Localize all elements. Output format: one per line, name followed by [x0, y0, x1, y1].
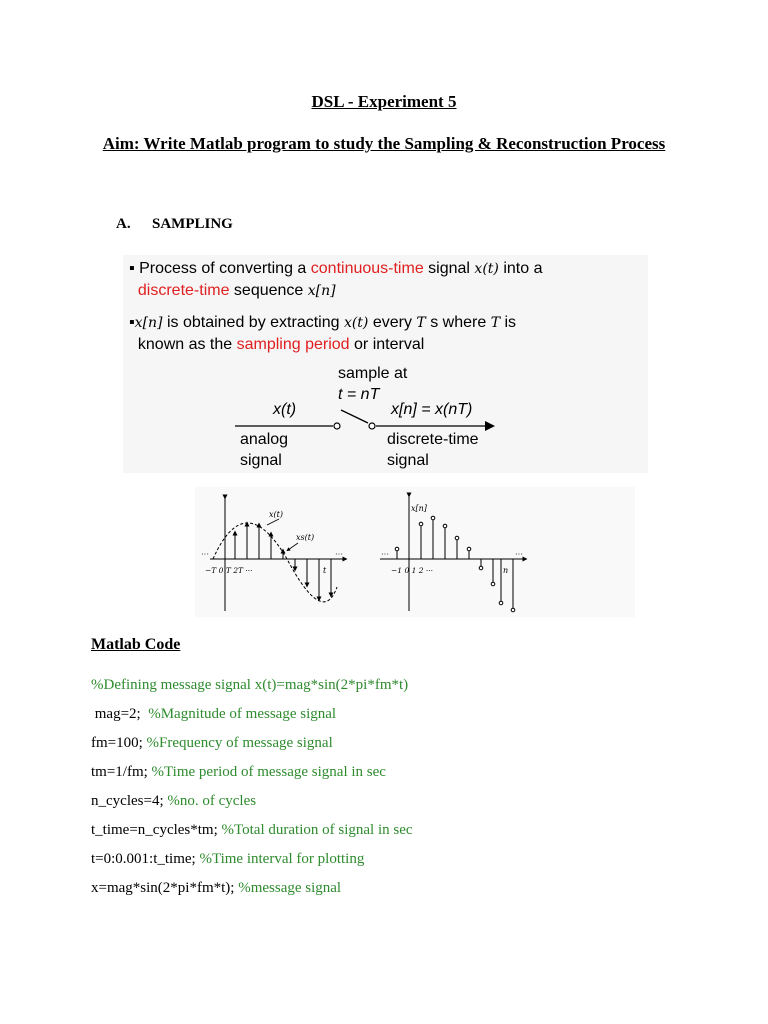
b2-text-b: every: [368, 314, 417, 331]
b2-red-sampling-period: sampling period: [236, 336, 350, 353]
b1-red-discrete: discrete-time: [137, 282, 230, 299]
code-line-2: [91, 706, 336, 723]
discrete-sequence-plot: [380, 495, 525, 612]
code-comment: %Magnitude of message signal: [148, 706, 337, 722]
sampler-switch-diagram: [123, 255, 648, 473]
b2-text-a: is obtained by extracting: [162, 314, 344, 331]
left-ticks: −T 0 T 2T ···: [205, 566, 253, 575]
b1-red-continuous: continuous-time: [310, 260, 424, 277]
xt-arrow-label: x(t): [273, 401, 297, 418]
right-dots-right: ···: [515, 550, 523, 559]
code-part: x=mag*sin(2*pi*fm*t);: [91, 880, 239, 896]
xn-eq-label: x[n] = x(nT): [391, 401, 473, 418]
discrete-signal-label: signal: [387, 452, 429, 469]
b2-text-d: is: [500, 314, 517, 331]
analog-signal-label: signal: [240, 452, 282, 469]
code-comment: %Time interval for plotting: [199, 851, 365, 867]
code-part: mag=2;: [91, 706, 149, 722]
section-title: SAMPLING: [152, 216, 233, 232]
t-axis-label: t: [323, 566, 327, 575]
analog-label: analog: [240, 431, 289, 448]
code-line-8: [91, 880, 341, 897]
document-title: DSL - Experiment 5: [311, 92, 457, 111]
sample-at-label: sample at: [338, 365, 408, 382]
b1-text-c: into a: [498, 260, 543, 277]
bullet-2: ▪x[n] is obtained by extracting x(t) every T s where T is known as the sampling period or interval: [129, 314, 517, 353]
b1-math-xt: x(t): [474, 261, 499, 277]
b2-math-xn: x[n]: [134, 315, 163, 331]
b2-math-xt: x(t): [343, 315, 369, 331]
matlab-code-heading: Matlab Code: [91, 636, 181, 653]
sampling-figures: [195, 487, 635, 617]
b1-text-a: Process of converting a: [139, 260, 311, 277]
code-comment: %Total duration of signal in sec: [221, 822, 413, 838]
right-dots-left: ···: [381, 550, 389, 559]
section-heading: [116, 216, 233, 233]
code-comment: %message signal: [238, 880, 342, 896]
b2-text-f: or interval: [349, 336, 425, 353]
code-line-6: [91, 822, 413, 839]
t-equals-nT: t = nT: [338, 386, 380, 403]
code-comment: %Time period of message signal in sec: [151, 764, 386, 780]
xn-axis-label: x[n]: [411, 504, 427, 513]
b2-math-T2: T: [490, 315, 501, 331]
code-part: n_cycles=4;: [91, 793, 168, 809]
code-line-1: [91, 677, 408, 694]
code-part: tm=1/fm;: [91, 764, 152, 780]
code-line-7: [91, 851, 364, 868]
code-line-3: [91, 735, 333, 752]
xst-label: xs(t): [296, 533, 315, 542]
code-part: fm=100;: [91, 735, 147, 751]
section-number: A.: [116, 216, 131, 232]
b2-text-c: s where: [425, 314, 491, 331]
code-part: t=0:0.001:t_time;: [91, 851, 200, 867]
b1-text-b: signal: [423, 260, 475, 277]
continuous-sample-plot: [201, 497, 345, 611]
code-line-4: [91, 764, 386, 781]
right-ticks: −1 0 1 2 ···: [391, 566, 434, 575]
b1-math-xn: x[n]: [307, 283, 336, 299]
sampling-slide-image: [123, 255, 648, 473]
code-line-5: [91, 793, 256, 810]
n-axis-label: n: [503, 566, 509, 575]
xt-curve-label: x(t): [269, 510, 283, 519]
discrete-time-label: discrete-time: [387, 431, 479, 448]
b2-math-T: T: [416, 315, 426, 331]
bullet-1: ▪ Process of converting a continuous-time signal x(t) into a discrete-time sequence x[n]: [129, 260, 543, 299]
code-comment: %Frequency of message signal: [146, 735, 333, 751]
code-comment: %Defining message signal x(t)=mag*sin(2*pi*fm*t): [91, 677, 409, 693]
left-dots-left: ···: [201, 550, 209, 559]
left-dots-right: ···: [335, 550, 343, 559]
code-comment: %no. of cycles: [167, 793, 257, 809]
b1-text-d: sequence: [229, 282, 308, 299]
aim-statement: Aim: Write Matlab program to study the Sampling & Reconstruction Process: [102, 134, 666, 153]
code-part: t_time=n_cycles*tm;: [91, 822, 222, 838]
b2-text-e: known as the: [137, 336, 237, 353]
